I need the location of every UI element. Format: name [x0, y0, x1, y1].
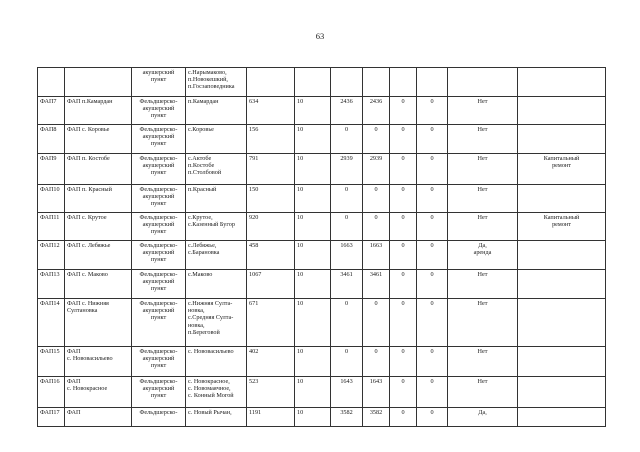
table-row	[38, 213, 606, 241]
facility-type: акушерский пункт	[132, 68, 186, 97]
population: 791	[247, 154, 295, 185]
value-d: 0	[417, 270, 448, 299]
table-row	[38, 68, 606, 97]
facility-code: ФАП17	[38, 408, 65, 427]
facility-location: с.Нижняя Султа- новка, с.Средняя Султа- новка, п.Береговой	[186, 299, 247, 347]
population: 671	[247, 299, 295, 347]
facility-location: п.Камардан	[186, 97, 247, 125]
facility-name: ФАП с. Нововасильево	[65, 347, 132, 377]
value-b: 1663	[363, 241, 390, 270]
table-row	[38, 185, 606, 213]
value-d: 0	[417, 299, 448, 347]
population: 634	[247, 97, 295, 125]
facility-location: с.Лебяжье, с.Барановка	[186, 241, 247, 270]
value-a: 0	[331, 299, 363, 347]
distance: 10	[295, 299, 331, 347]
facility-type: Фельдшерско- акушерский пункт	[132, 125, 186, 154]
value-c	[390, 68, 417, 97]
facility-name: ФАП с. Нижняя Султановка	[65, 299, 132, 347]
facility-code: ФАП16	[38, 377, 65, 408]
value-c: 0	[390, 299, 417, 347]
facility-name: ФАП п. Костобе	[65, 154, 132, 185]
facility-code: ФАП14	[38, 299, 65, 347]
value-a: 0	[331, 125, 363, 154]
facility-type: Фельдшерско- акушерский пункт	[132, 270, 186, 299]
facility-code: ФАП11	[38, 213, 65, 241]
value-a: 3582	[331, 408, 363, 427]
facility-location: с. Нововасильево	[186, 347, 247, 377]
value-a: 3461	[331, 270, 363, 299]
distance: 10	[295, 241, 331, 270]
population: 458	[247, 241, 295, 270]
facility-code	[38, 68, 65, 97]
facility-name: ФАП п. Красный	[65, 185, 132, 213]
value-d: 0	[417, 347, 448, 377]
value-c: 0	[390, 213, 417, 241]
table-row	[38, 299, 606, 347]
value-d	[417, 68, 448, 97]
table-row	[38, 154, 606, 185]
facility-name: ФАП с. Крутое	[65, 213, 132, 241]
rental-status: Нет	[448, 154, 518, 185]
population	[247, 68, 295, 97]
rental-status: Нет	[448, 213, 518, 241]
facility-type: Фельдшерско- акушерский пункт	[132, 299, 186, 347]
facility-name: ФАП	[65, 408, 132, 427]
note	[518, 377, 606, 408]
facility-name: ФАП с. Новокрасное	[65, 377, 132, 408]
facility-location: с. Новокрасное, с. Новомаячное, с. Конный Могой	[186, 377, 247, 408]
facility-type: Фельдшерско-	[132, 408, 186, 427]
note	[518, 270, 606, 299]
value-a	[331, 68, 363, 97]
facility-code: ФАП7	[38, 97, 65, 125]
facility-location: с.Крутое, с.Казенный Бугор	[186, 213, 247, 241]
value-d: 0	[417, 213, 448, 241]
value-c: 0	[390, 185, 417, 213]
facility-type: Фельдшерско- акушерский пункт	[132, 241, 186, 270]
facility-location: с.Коровье	[186, 125, 247, 154]
note	[518, 299, 606, 347]
value-c: 0	[390, 97, 417, 125]
rental-status: Нет	[448, 347, 518, 377]
value-b: 2436	[363, 97, 390, 125]
value-d: 0	[417, 408, 448, 427]
facility-code: ФАП9	[38, 154, 65, 185]
note	[518, 408, 606, 427]
value-b: 3461	[363, 270, 390, 299]
facility-code: ФАП15	[38, 347, 65, 377]
population: 402	[247, 347, 295, 377]
value-a: 0	[331, 347, 363, 377]
rental-status: Да, аренда	[448, 241, 518, 270]
facility-type: Фельдшерско- акушерский пункт	[132, 154, 186, 185]
value-c: 0	[390, 408, 417, 427]
value-b: 0	[363, 347, 390, 377]
distance: 10	[295, 270, 331, 299]
facility-code: ФАП10	[38, 185, 65, 213]
table-row	[38, 270, 606, 299]
note	[518, 68, 606, 97]
facility-location: с.Маково	[186, 270, 247, 299]
distance: 10	[295, 125, 331, 154]
note	[518, 347, 606, 377]
table-row	[38, 97, 606, 125]
facility-type: Фельдшерско- акушерский пункт	[132, 97, 186, 125]
value-b: 3582	[363, 408, 390, 427]
population: 523	[247, 377, 295, 408]
facility-location: с.Нарымаково, п.Новокешкий, п.Госзаповедника	[186, 68, 247, 97]
note	[518, 97, 606, 125]
value-a: 2939	[331, 154, 363, 185]
population: 920	[247, 213, 295, 241]
value-b: 0	[363, 125, 390, 154]
rental-status: Нет	[448, 125, 518, 154]
value-b: 1643	[363, 377, 390, 408]
value-c: 0	[390, 125, 417, 154]
value-c: 0	[390, 347, 417, 377]
value-a: 0	[331, 185, 363, 213]
table-row	[38, 377, 606, 408]
value-d: 0	[417, 377, 448, 408]
facility-type: Фельдшерско- акушерский пункт	[132, 213, 186, 241]
value-d: 0	[417, 125, 448, 154]
note	[518, 185, 606, 213]
value-b: 0	[363, 213, 390, 241]
facility-code: ФАП12	[38, 241, 65, 270]
value-b: 2939	[363, 154, 390, 185]
rental-status: Да,	[448, 408, 518, 427]
population: 150	[247, 185, 295, 213]
value-c: 0	[390, 154, 417, 185]
rental-status: Нет	[448, 299, 518, 347]
value-b: 0	[363, 299, 390, 347]
value-b: 0	[363, 185, 390, 213]
rental-status: Нет	[448, 377, 518, 408]
value-c: 0	[390, 377, 417, 408]
rental-status: Нет	[448, 270, 518, 299]
facility-name	[65, 68, 132, 97]
facility-location: с. Новый Рычан,	[186, 408, 247, 427]
value-d: 0	[417, 185, 448, 213]
distance: 10	[295, 185, 331, 213]
distance: 10	[295, 377, 331, 408]
facility-name: ФАП с. Коровье	[65, 125, 132, 154]
rental-status: Нет	[448, 97, 518, 125]
facility-code: ФАП8	[38, 125, 65, 154]
facility-name: ФАП с. Маково	[65, 270, 132, 299]
facility-name: ФАП п.Камардан	[65, 97, 132, 125]
table-row	[38, 347, 606, 377]
distance	[295, 68, 331, 97]
population: 1067	[247, 270, 295, 299]
facility-type: Фельдшерско- акушерский пункт	[132, 377, 186, 408]
value-d: 0	[417, 97, 448, 125]
table-row	[38, 408, 606, 427]
table-row	[38, 241, 606, 270]
value-a: 0	[331, 213, 363, 241]
value-d: 0	[417, 241, 448, 270]
facility-type: Фельдшерско- акушерский пункт	[132, 347, 186, 377]
facility-name: ФАП с. Лебяжье	[65, 241, 132, 270]
facility-location: п.Красный	[186, 185, 247, 213]
page-number: 63	[315, 31, 325, 41]
distance: 10	[295, 347, 331, 377]
facility-location: с.Актобе п.Костобе п.Столбовой	[186, 154, 247, 185]
note: Капитальный ремонт	[518, 213, 606, 241]
distance: 10	[295, 154, 331, 185]
value-a: 1643	[331, 377, 363, 408]
distance: 10	[295, 408, 331, 427]
note	[518, 125, 606, 154]
rental-status	[448, 68, 518, 97]
value-c: 0	[390, 241, 417, 270]
value-d: 0	[417, 154, 448, 185]
value-a: 2436	[331, 97, 363, 125]
facility-code: ФАП13	[38, 270, 65, 299]
population: 1191	[247, 408, 295, 427]
rental-status: Нет	[448, 185, 518, 213]
distance: 10	[295, 97, 331, 125]
note	[518, 241, 606, 270]
value-c: 0	[390, 270, 417, 299]
population: 156	[247, 125, 295, 154]
note: Капитальный ремонт	[518, 154, 606, 185]
value-a: 1663	[331, 241, 363, 270]
value-b	[363, 68, 390, 97]
facility-type: Фельдшерско- акушерский пункт	[132, 185, 186, 213]
distance: 10	[295, 213, 331, 241]
facilities-table	[37, 67, 606, 427]
table-row	[38, 125, 606, 154]
